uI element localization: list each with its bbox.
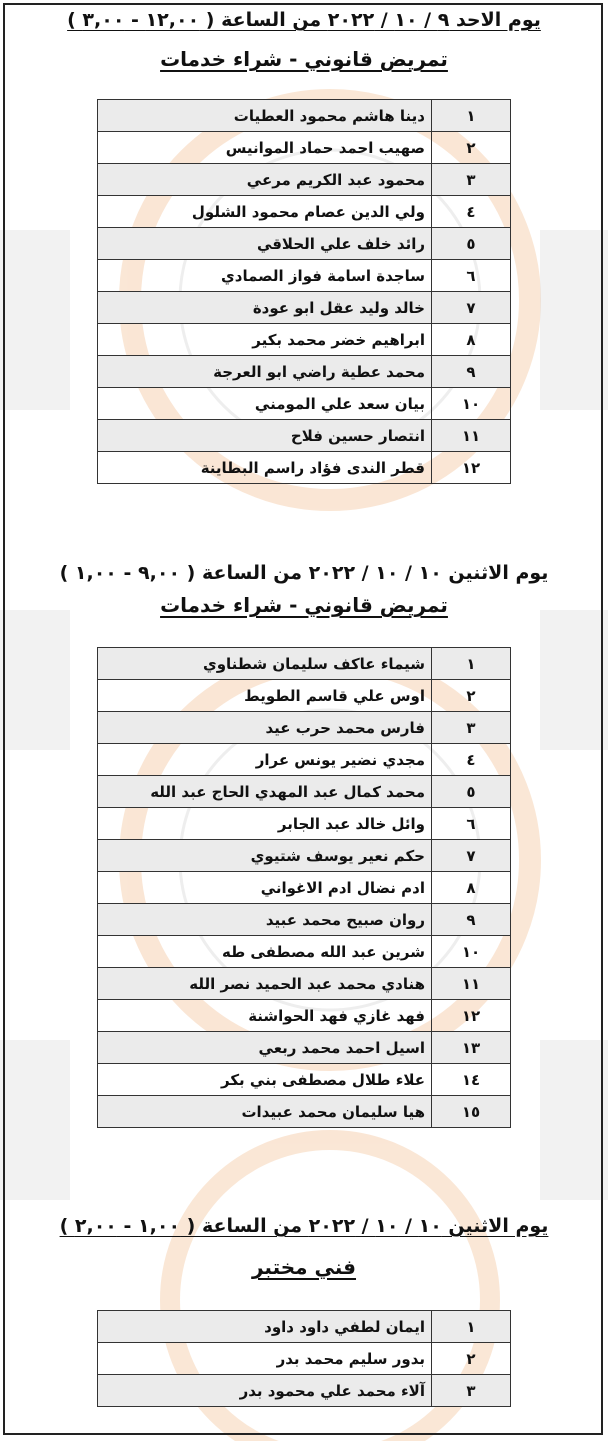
- table-row: [98, 840, 511, 872]
- row-name: شيماء عاكف سليمان شطناوي: [98, 648, 432, 680]
- table-row: [98, 1311, 511, 1343]
- table-row: [98, 260, 511, 292]
- row-name: اسيل احمد محمد ربعي: [98, 1032, 432, 1064]
- row-name: فارس محمد حرب عيد: [98, 712, 432, 744]
- section-2-table: [97, 647, 511, 1128]
- section-3-heading: يوم الاثنين ١٠ / ١٠ / ٢٠٢٢ من الساعة ( ١,٠٠ - ٢,٠٠ ): [59, 1215, 549, 1237]
- table-row: [98, 1375, 511, 1407]
- table-row: [98, 420, 511, 452]
- table-row: [98, 808, 511, 840]
- row-number: ٨: [432, 324, 511, 356]
- row-number: ٣: [432, 1375, 511, 1407]
- row-name: روان صبيح محمد عبيد: [98, 904, 432, 936]
- row-name: ادم نضال ادم الاغواني: [98, 872, 432, 904]
- row-name: علاء طلال مصطفى بني بكر: [98, 1064, 432, 1096]
- table-row: [98, 164, 511, 196]
- row-number: ٣: [432, 712, 511, 744]
- row-number: ٨: [432, 872, 511, 904]
- table-row: [98, 356, 511, 388]
- row-number: ١٢: [432, 452, 511, 484]
- row-number: ٦: [432, 260, 511, 292]
- row-number: ٢: [432, 132, 511, 164]
- table-row: [98, 776, 511, 808]
- row-name: انتصار حسين فلاح: [98, 420, 432, 452]
- row-name: بدور سليم محمد بدر: [98, 1343, 432, 1375]
- table-row: [98, 872, 511, 904]
- row-name: فهد غازي فهد الحواشنة: [98, 1000, 432, 1032]
- row-number: ١٣: [432, 1032, 511, 1064]
- table-row: [98, 1064, 511, 1096]
- row-name: ساجدة اسامة فواز الصمادي: [98, 260, 432, 292]
- row-number: ٥: [432, 228, 511, 260]
- row-name: هيا سليمان محمد عبيدات: [98, 1096, 432, 1128]
- row-name: دينا هاشم محمود العطيات: [98, 100, 432, 132]
- table-row: [98, 100, 511, 132]
- row-number: ١٥: [432, 1096, 511, 1128]
- row-name: محمود عبد الكريم مرعي: [98, 164, 432, 196]
- row-number: ٩: [432, 904, 511, 936]
- row-name: آلاء محمد علي محمود بدر: [98, 1375, 432, 1407]
- table-row: [98, 648, 511, 680]
- row-number: ١٠: [432, 936, 511, 968]
- row-name: بيان سعد علي المومني: [98, 388, 432, 420]
- table-row: [98, 132, 511, 164]
- row-number: ١١: [432, 968, 511, 1000]
- row-name: خالد وليد عقل ابو عودة: [98, 292, 432, 324]
- row-number: ١: [432, 1311, 511, 1343]
- row-number: ٧: [432, 292, 511, 324]
- section-2-subtitle: تمريض قانوني - شراء خدمات: [160, 593, 448, 617]
- row-number: ٤: [432, 744, 511, 776]
- table-row: [98, 452, 511, 484]
- row-number: ١: [432, 100, 511, 132]
- row-name: ابراهيم خضر محمد بكير: [98, 324, 432, 356]
- row-number: ٤: [432, 196, 511, 228]
- table-row: [98, 1343, 511, 1375]
- row-number: ٣: [432, 164, 511, 196]
- section-1-table: [97, 99, 511, 484]
- table-row: [98, 1032, 511, 1064]
- section-3-table: [97, 1310, 511, 1407]
- table-row: [98, 712, 511, 744]
- row-number: ١٢: [432, 1000, 511, 1032]
- row-name: هنادي محمد عبد الحميد نصر الله: [98, 968, 432, 1000]
- table-row: [98, 744, 511, 776]
- row-name: رائد خلف علي الحلاقي: [98, 228, 432, 260]
- table-row: [98, 292, 511, 324]
- row-name: شرين عبد الله مصطفى طه: [98, 936, 432, 968]
- row-number: ١٠: [432, 388, 511, 420]
- row-number: ٦: [432, 808, 511, 840]
- row-name: حكم نعير يوسف شتيوي: [98, 840, 432, 872]
- table-row: [98, 324, 511, 356]
- table-row: [98, 1000, 511, 1032]
- row-number: ١: [432, 648, 511, 680]
- row-name: ولي الدين عصام محمود الشلول: [98, 196, 432, 228]
- table-row: [98, 680, 511, 712]
- row-number: ٢: [432, 1343, 511, 1375]
- row-name: مجدي نضير يونس عرار: [98, 744, 432, 776]
- table-row: [98, 968, 511, 1000]
- table-row: [98, 228, 511, 260]
- row-number: ٥: [432, 776, 511, 808]
- section-1-subtitle: تمريض قانوني - شراء خدمات: [160, 47, 448, 71]
- row-name: وائل خالد عبد الجابر: [98, 808, 432, 840]
- table-row: [98, 1096, 511, 1128]
- table-row: [98, 936, 511, 968]
- row-name: اوس علي قاسم الطويط: [98, 680, 432, 712]
- row-number: ١٤: [432, 1064, 511, 1096]
- table-row: [98, 904, 511, 936]
- section-3-subtitle: فني مختبر: [251, 1255, 357, 1279]
- table-row: [98, 388, 511, 420]
- row-name: صهيب احمد حماد الموانيس: [98, 132, 432, 164]
- section-1-heading: يوم الاحد ٩ / ١٠ / ٢٠٢٢ من الساعة ( ١٢,٠٠ - ٣,٠٠ ): [67, 9, 541, 31]
- row-number: ٧: [432, 840, 511, 872]
- row-number: ١١: [432, 420, 511, 452]
- section-2-heading: يوم الاثنين ١٠ / ١٠ / ٢٠٢٢ من الساعة ( ٩,٠٠ - ١,٠٠ ): [59, 562, 549, 584]
- row-name: محمد عطية راضي ابو العرجة: [98, 356, 432, 388]
- table-row: [98, 196, 511, 228]
- row-number: ٩: [432, 356, 511, 388]
- row-name: محمد كمال عبد المهدي الحاج عبد الله: [98, 776, 432, 808]
- row-number: ٢: [432, 680, 511, 712]
- row-name: ايمان لطفي داود داود: [98, 1311, 432, 1343]
- row-name: قطر الندى فؤاد راسم البطاينة: [98, 452, 432, 484]
